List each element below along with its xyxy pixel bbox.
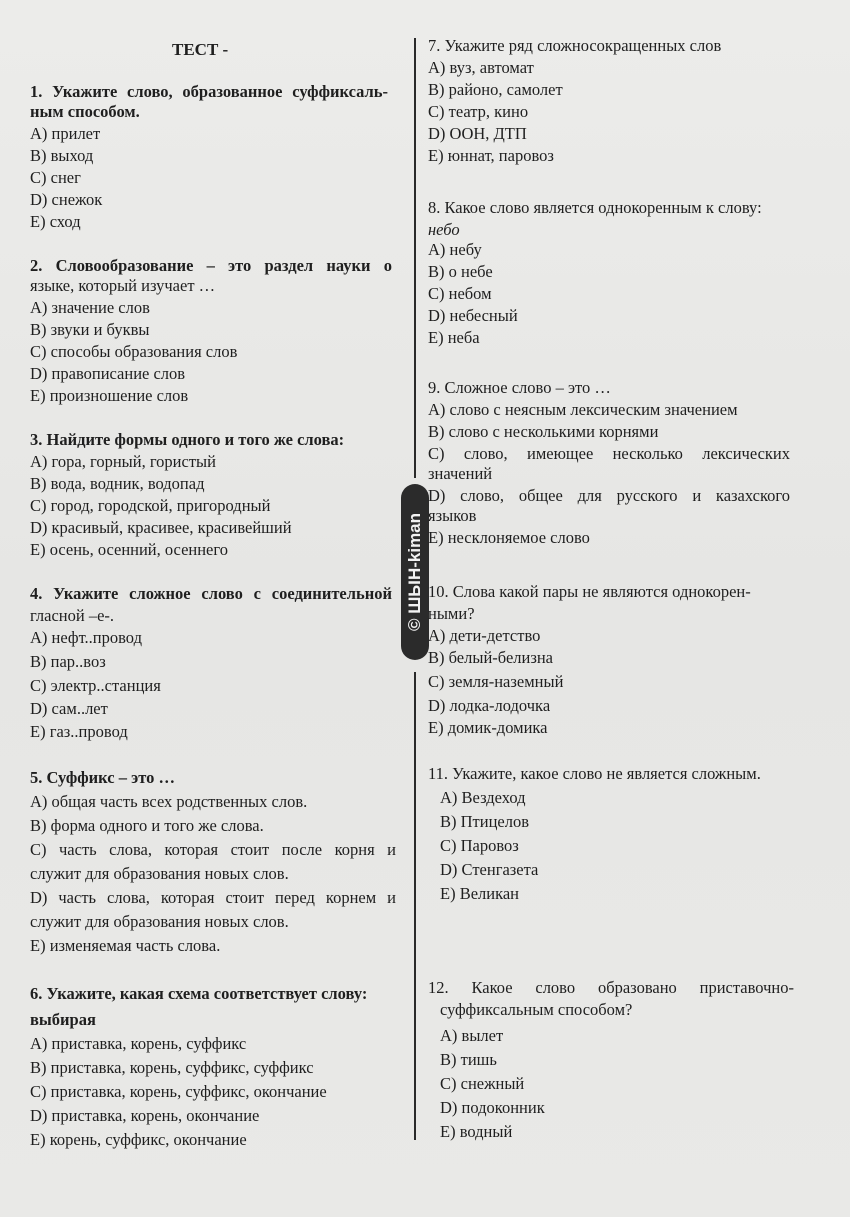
q3-option-a: А) гора, горный, гористый	[30, 452, 216, 471]
q12-option-b: В) тишь	[440, 1050, 497, 1069]
question-12: 12. Какое слово образовано приставочно-	[428, 978, 794, 997]
q1-option-a: А) прилет	[30, 124, 101, 143]
question-3: 3. Найдите формы одного и того же слова:	[30, 430, 345, 449]
question-4-cont: гласной –е-.	[30, 606, 115, 625]
question-6-cont: выбирая	[30, 1010, 96, 1029]
q8-option-e: Е) неба	[428, 328, 480, 347]
q5-option-d-cont: служит для образования новых слов.	[30, 912, 289, 931]
question-8: 8. Какое слово является однокоренным к слову:	[428, 198, 762, 217]
q3-option-d: D) красивый, красивее, красивейший	[30, 518, 292, 537]
question-12-cont: суффиксальным способом?	[440, 1000, 633, 1019]
q1-option-b: В) выход	[30, 146, 94, 165]
q1-option-d: D) снежок	[30, 190, 103, 209]
q9-option-c-cont: значений	[428, 464, 493, 483]
q11-option-c: С) Паровоз	[440, 836, 519, 855]
watermark-text: © ШЫН-kiman	[405, 512, 425, 632]
q2-option-e: Е) произношение слов	[30, 386, 189, 405]
q3-option-e: Е) осень, осенний, осеннего	[30, 540, 228, 559]
q12-option-d: D) подоконник	[440, 1098, 545, 1117]
q12-option-c: С) снежный	[440, 1074, 525, 1093]
watermark-badge	[401, 484, 429, 660]
q10-option-e: Е) домик-домика	[428, 718, 548, 737]
column-divider-top	[414, 38, 416, 478]
q6-option-e: Е) корень, суффикс, окончание	[30, 1130, 247, 1149]
q8-option-b: В) о небе	[428, 262, 493, 281]
q9-option-d-cont: языков	[428, 506, 477, 525]
q5-option-c: С) часть слова, которая стоит после корня и	[30, 840, 396, 859]
q9-option-e: Е) несклоняемое слово	[428, 528, 590, 547]
q7-option-e: Е) юннат, паровоз	[428, 146, 554, 165]
question-11: 11. Укажите, какое слово не является сложным.	[428, 764, 761, 783]
q10-option-a: А) дети-детство	[428, 626, 541, 645]
q6-option-c: С) приставка, корень, суффикс, окончание	[30, 1082, 327, 1101]
q6-option-b: В) приставка, корень, суффикс, суффикс	[30, 1058, 314, 1077]
q3-option-b: В) вода, водник, водопад	[30, 474, 205, 493]
page-title: ТЕСТ -	[172, 40, 229, 59]
q6-option-d: D) приставка, корень, окончание	[30, 1106, 260, 1125]
q4-option-b: В) пар..воз	[30, 652, 106, 671]
question-9: 9. Сложное слово – это …	[428, 378, 611, 397]
q10-option-d: D) лодка-лодочка	[428, 696, 551, 715]
q8-option-c: С) небом	[428, 284, 492, 303]
q4-option-c: С) электр..станция	[30, 676, 161, 695]
q2-option-d: D) правописание слов	[30, 364, 186, 383]
q10-option-c: С) земля-наземный	[428, 672, 564, 691]
q4-option-e: Е) газ..провод	[30, 722, 128, 741]
q9-option-d: D) слово, общее для русского и казахского	[428, 486, 790, 505]
q10-option-b: В) белый-белизна	[428, 648, 554, 667]
question-5: 5. Суффикс – это …	[30, 768, 175, 787]
q6-option-a: А) приставка, корень, суффикс	[30, 1034, 247, 1053]
q9-option-a: А) слово с неясным лексическим значением	[428, 400, 738, 419]
q9-option-b: В) слово с несколькими корнями	[428, 422, 659, 441]
q5-option-d: D) часть слова, которая стоит перед корнем и	[30, 888, 396, 907]
q11-option-d: D) Стенгазета	[440, 860, 539, 879]
q11-option-a: А) Вездеход	[440, 788, 526, 807]
q8-option-d: D) небесный	[428, 306, 518, 325]
question-1: 1. Укажите слово, образованное суффиксаль-	[30, 82, 388, 101]
q4-option-a: А) нефт..провод	[30, 628, 142, 647]
column-divider-bottom	[414, 672, 416, 1140]
q12-option-a: А) вылет	[440, 1026, 504, 1045]
q7-option-d: D) ООН, ДТП	[428, 124, 527, 143]
question-6: 6. Укажите, какая схема соответствует слову:	[30, 984, 368, 1003]
question-8-cont: небо	[428, 220, 460, 239]
question-2-cont: языке, который изучает …	[30, 276, 216, 295]
question-10-cont: ными?	[428, 604, 475, 623]
question-4: 4. Укажите сложное слово с соединительной	[30, 584, 392, 603]
q4-option-d: D) сам..лет	[30, 699, 108, 718]
question-1-cont: ным способом.	[30, 102, 140, 121]
q2-option-b: В) звуки и буквы	[30, 320, 150, 339]
q5-option-c-cont: служит для образования новых слов.	[30, 864, 289, 883]
q1-option-e: Е) сход	[30, 212, 81, 231]
q2-option-a: А) значение слов	[30, 298, 150, 317]
q1-option-c: С) снег	[30, 168, 81, 187]
question-10: 10. Слова какой пары не являются однокорен-	[428, 582, 751, 601]
question-7: 7. Укажите ряд сложносокращенных слов	[428, 36, 722, 55]
question-2: 2. Словообразование – это раздел науки о	[30, 256, 392, 275]
q5-option-e: Е) изменяемая часть слова.	[30, 936, 221, 955]
q7-option-c: С) театр, кино	[428, 102, 529, 121]
q7-option-b: В) районо, самолет	[428, 80, 563, 99]
q7-option-a: А) вуз, автомат	[428, 58, 534, 77]
q5-option-b: В) форма одного и того же слова.	[30, 816, 264, 835]
q2-option-c: С) способы образования слов	[30, 342, 238, 361]
q11-option-b: В) Птицелов	[440, 812, 530, 831]
q8-option-a: А) небу	[428, 240, 482, 259]
q12-option-e: Е) водный	[440, 1122, 513, 1141]
q3-option-c: С) город, городской, пригородный	[30, 496, 271, 515]
q5-option-a: А) общая часть всех родственных слов.	[30, 792, 308, 811]
q11-option-e: Е) Великан	[440, 884, 520, 903]
q9-option-c: С) слово, имеющее несколько лексических	[428, 444, 790, 463]
